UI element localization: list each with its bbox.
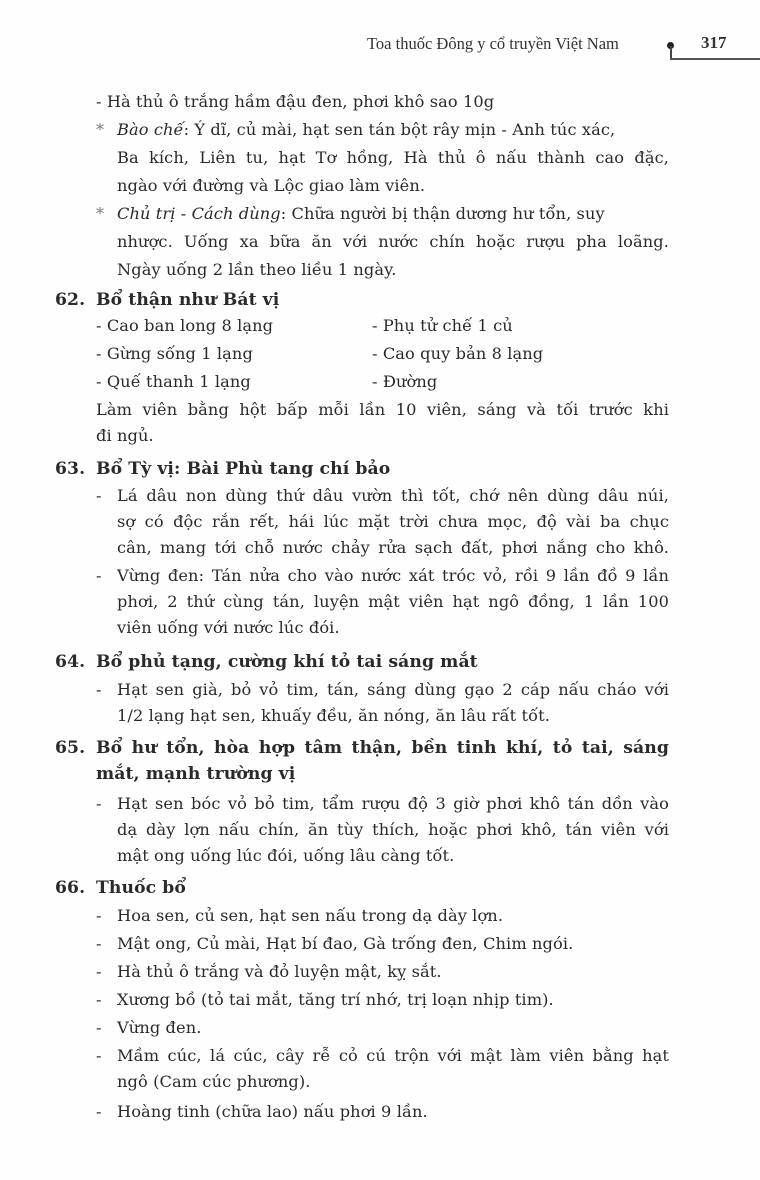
dash-bullet: -	[96, 990, 102, 1009]
item-line: Hoàng tinh (chữa lao) nấu phơi 9 lần.	[117, 1102, 428, 1121]
chu-tri-line	[117, 200, 669, 228]
section-title: mắt, mạnh trường vị	[96, 764, 296, 784]
ingredient-line: - Hà thủ ô trắng hầm đậu đen, phơi khô sao 10g	[96, 92, 495, 111]
item-line: Mật ong, Củ mài, Hạt bí đao, Gà trống đen, Chim ngói.	[117, 934, 574, 953]
page-header	[0, 32, 760, 62]
ingredient-line: - Cao ban long 8 lạng	[96, 316, 274, 335]
item-line: 1/2 lạng hạt sen, khuấy đều, ăn nóng, ăn lâu rất tốt.	[117, 706, 550, 725]
chu-tri-text: : Chữa người bị thận dương hư tổn, suy	[280, 204, 605, 223]
bao-che-line: Ba kích, Liên tu, hạt Tơ hồng, Hà thủ ô nấu thành cao đặc,	[117, 148, 669, 167]
section-number: 63.	[55, 459, 86, 479]
item-line: Xương bồ (tỏ tai mắt, tăng trí nhớ, trị loạn nhịp tim).	[117, 990, 554, 1009]
section-title: Bổ thận như Bát vị	[96, 290, 280, 310]
chu-tri-label: Chủ trị - Cách dùng	[117, 204, 281, 223]
section-number: 62.	[55, 290, 86, 310]
dash-bullet: -	[96, 794, 102, 813]
dash-bullet: -	[96, 680, 102, 699]
section-title: Thuốc bổ	[96, 878, 186, 898]
item-line: cân, mang tới chỗ nước chảy rửa sạch đất, phơi nắng cho khô.	[117, 538, 669, 557]
header-rule	[670, 58, 760, 60]
dash-bullet: -	[96, 486, 102, 505]
bao-che-text: : Ý dĩ, củ mài, hạt sen tán bột rây mịn - Anh túc xác,	[183, 120, 616, 139]
section-number: 65.	[55, 738, 86, 758]
ingredient-line: - Đường	[372, 372, 438, 391]
item-line: phơi, 2 thứ cùng tán, luyện mật viên hạt ngô đồng, 1 lần 100	[117, 592, 669, 611]
item-line: Vừng đen: Tán nửa cho vào nước xát tróc vỏ, rồi 9 lần đồ 9 lần	[117, 566, 669, 585]
ingredient-line: - Cao quy bản 8 lạng	[372, 344, 544, 363]
section-title: Bổ Tỳ vị: Bài Phù tang chí bảo	[96, 459, 391, 479]
item-line: sợ có độc rắn rết, hái lúc mặt trời chưa mọc, độ vài ba chục	[117, 512, 669, 531]
section-title: Bổ hư tổn, hòa hợp tâm thận, bền tinh khí, tỏ tai, sáng	[96, 738, 669, 758]
chu-tri-line: nhược. Uống xa bữa ăn với nước chín hoặc rượu pha loãng.	[117, 232, 669, 251]
item-line: Hà thủ ô trắng và đỏ luyện mật, kỵ sắt.	[117, 962, 442, 981]
asterisk-bullet-icon: *	[96, 120, 105, 139]
dash-bullet: -	[96, 1102, 102, 1121]
dash-bullet: -	[96, 1018, 102, 1037]
asterisk-bullet-icon: *	[96, 204, 105, 223]
dash-bullet: -	[96, 962, 102, 981]
item-line: dạ dày lợn nấu chín, ăn tùy thích, hoặc phơi khô, tán viên với	[117, 820, 669, 839]
note-line: Làm viên bằng hột bấp mỗi lần 10 viên, sáng và tối trước khi	[96, 400, 669, 419]
section-title: Bổ phủ tạng, cường khí tỏ tai sáng mắt	[96, 652, 478, 672]
item-line: Vừng đen.	[117, 1018, 202, 1037]
item-line: Hạt sen bóc vỏ bỏ tim, tẩm rượu độ 3 giờ phơi khô tán dồn vào	[117, 794, 669, 813]
item-line: Hạt sen già, bỏ vỏ tim, tán, sáng dùng gạo 2 cáp nấu cháo với	[117, 680, 669, 699]
dash-bullet: -	[96, 934, 102, 953]
dash-bullet: -	[96, 906, 102, 925]
section-number: 64.	[55, 652, 86, 672]
item-line: viên uống với nước lúc đói.	[117, 618, 340, 637]
page-number: 317	[701, 33, 727, 52]
item-line: Hoa sen, củ sen, hạt sen nấu trong dạ dày lợn.	[117, 906, 504, 925]
item-line: ngô (Cam cúc phương).	[117, 1072, 311, 1091]
bao-che-line	[117, 116, 669, 144]
item-line: Lá dâu non dùng thứ dâu vườn thì tốt, chớ nên dùng dâu núi,	[117, 486, 669, 505]
item-line: Mầm cúc, lá cúc, cây rễ cỏ cú trộn với mật làm viên bằng hạt	[117, 1046, 669, 1065]
dash-bullet: -	[96, 566, 102, 585]
note-line: đi ngủ.	[96, 426, 154, 445]
dash-bullet: -	[96, 1046, 102, 1065]
chu-tri-line: Ngày uống 2 lần theo liều 1 ngày.	[117, 260, 397, 279]
section-number: 66.	[55, 878, 86, 898]
bao-che-label: Bào chế	[117, 120, 184, 139]
ingredient-line: - Quế thanh 1 lạng	[96, 372, 251, 391]
item-line: mật ong uống lúc đói, uống lâu càng tốt.	[117, 846, 455, 865]
running-title: Toa thuốc Đông y cổ truyền Việt Nam	[367, 34, 619, 53]
ingredient-line: - Phụ tử chế 1 củ	[372, 316, 513, 335]
bao-che-line: ngào với đường và Lộc giao làm viên.	[117, 176, 426, 195]
ingredient-line: - Gừng sống 1 lạng	[96, 344, 253, 363]
